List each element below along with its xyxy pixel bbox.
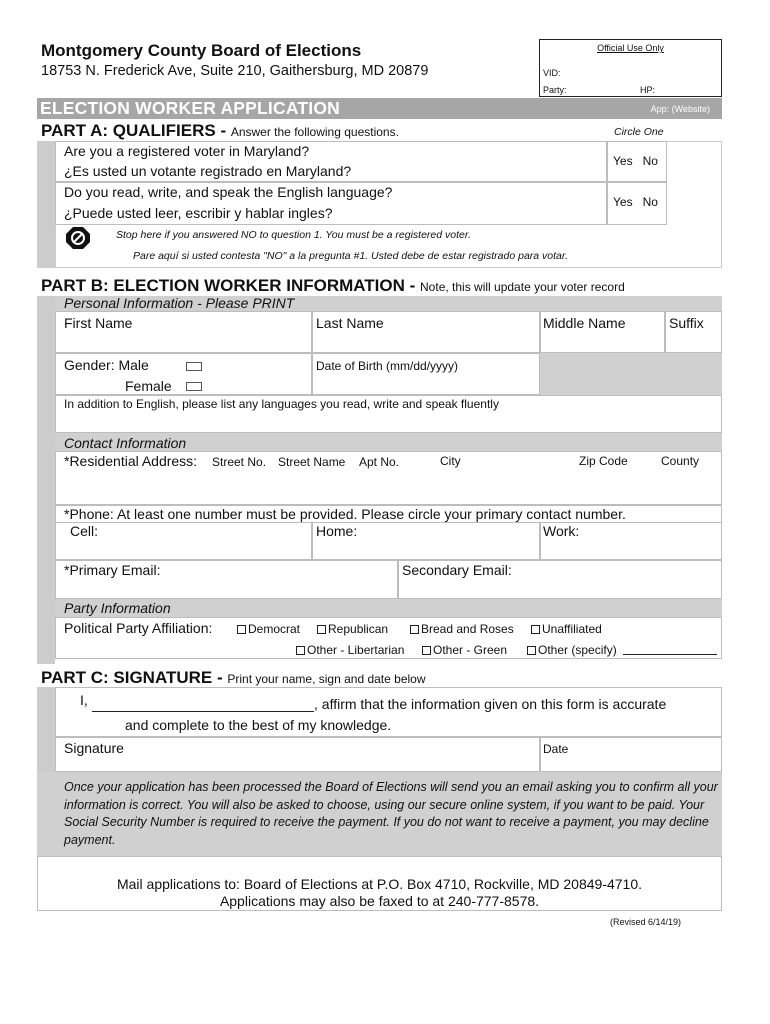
q1-spanish: ¿Es usted un votante registrado en Maryland? — [64, 163, 352, 179]
part-c-subtitle: Print your name, sign and date below — [227, 672, 426, 686]
gender-male-label: Gender: Male — [64, 357, 149, 373]
street-no-label: Street No. — [212, 455, 267, 469]
party-democrat-option[interactable] — [237, 622, 300, 636]
bread-roses-checkbox[interactable] — [410, 625, 419, 634]
q2-spanish: ¿Puede usted leer, escribir y hablar ingles? — [64, 205, 333, 221]
part-a-subtitle: Answer the following questions. — [230, 125, 399, 139]
part-a-heading — [41, 121, 399, 141]
official-use-box — [539, 39, 722, 97]
green-label: Other - Green — [433, 643, 508, 657]
payment-notice: Once your application has been processed the Board of Elections will send you an email asking you to confirm all your information is correct. You will also be asked to choose, using our secure online system, if you want to be paid. Your Social Security Number is required to receive the payment. If you do not want to receive a payment, you may decline payment. — [64, 780, 718, 847]
primary-email-label: *Primary Email: — [64, 562, 161, 578]
street-name-label: Street Name — [278, 455, 346, 469]
fax-instructions: Applications may also be faxed to at 240-777-8578. — [219, 893, 540, 909]
circle-one-label: Circle One — [614, 126, 664, 138]
affirm-i-label: I, — [80, 692, 88, 708]
q2-english: Do you read, write, and speak the English language? — [64, 184, 393, 200]
part-a-side-bar — [37, 141, 55, 268]
party-unaffiliated-option[interactable] — [531, 622, 602, 636]
republican-label: Republican — [328, 622, 389, 636]
city-label: City — [440, 454, 461, 468]
q1-english: Are you a registered voter in Maryland? — [64, 143, 310, 159]
dob-shaded-area — [540, 353, 722, 395]
party-label: Party: — [543, 85, 567, 95]
part-b-subtitle: Note, this will update your voter record — [420, 280, 625, 294]
middle-name-label: Middle Name — [543, 315, 626, 331]
q2-yes-no[interactable]: Yes No — [613, 195, 658, 209]
party-bread-roses-option[interactable] — [410, 622, 514, 636]
party-green-option[interactable] — [422, 643, 507, 657]
signature-label: Signature — [64, 740, 124, 756]
languages-label: In addition to English, please list any languages you read, write and speak fluently — [64, 397, 499, 411]
home-label: Home: — [316, 523, 358, 539]
part-c-side-bar — [37, 687, 55, 772]
revised-date: (Revised 6/14/19) — [610, 917, 682, 927]
vid-label: VID: — [543, 68, 561, 78]
affirm-text: , affirm that the information given on this form is accurate — [314, 696, 667, 712]
unaffiliated-checkbox[interactable] — [531, 625, 540, 634]
unaffiliated-label: Unaffiliated — [542, 622, 602, 636]
suffix-label: Suffix — [669, 315, 704, 331]
app-source: App: (Website) — [650, 104, 710, 114]
zip-code-label: Zip Code — [579, 454, 628, 468]
print-name-line[interactable] — [92, 711, 314, 712]
party-affiliation-label: Political Party Affiliation: — [64, 620, 213, 636]
secondary-email-label: Secondary Email: — [402, 562, 512, 578]
democrat-checkbox[interactable] — [237, 625, 246, 634]
part-b-side-bar — [37, 296, 55, 664]
party-other-option[interactable] — [527, 643, 617, 657]
org-address: 18753 N. Frederick Ave, Suite 210, Gaithersburg, MD 20879 — [41, 63, 429, 79]
part-b-heading — [41, 276, 625, 296]
party-republican-option[interactable] — [317, 622, 388, 636]
libertarian-checkbox[interactable] — [296, 646, 305, 655]
party-libertarian-option[interactable] — [296, 643, 404, 657]
cell-label: Cell: — [70, 523, 99, 539]
mail-instructions: Mail applications to: Board of Elections at P.O. Box 4710, Rockville, MD 20849-4710. — [116, 876, 643, 892]
stop-note-english: Stop here if you answered NO to question 1. You must be a registered voter. — [116, 229, 471, 241]
apt-no-label: Apt No. — [359, 455, 400, 469]
gender-female-label: Female — [125, 378, 172, 394]
part-c-heading — [41, 668, 426, 688]
part-b-title: PART B: ELECTION WORKER INFORMATION - — [41, 276, 421, 295]
stop-icon — [65, 226, 91, 250]
residential-address-label: *Residential Address: — [64, 453, 198, 469]
democrat-label: Democrat — [248, 622, 301, 636]
org-name: Montgomery County Board of Elections — [41, 41, 362, 60]
republican-checkbox[interactable] — [317, 625, 326, 634]
dob-label: Date of Birth (mm/dd/yyyy) — [316, 359, 459, 373]
affirm-text-2: and complete to the best of my knowledge. — [125, 717, 392, 733]
bread-roses-label: Bread and Roses — [421, 622, 514, 636]
contact-info-title: Contact Information — [64, 435, 187, 451]
phone-note: *Phone: At least one number must be provided. Please circle your primary contact number. — [64, 506, 626, 522]
male-checkbox[interactable] — [186, 362, 202, 371]
last-name-label: Last Name — [316, 315, 384, 331]
title-bar — [37, 98, 722, 119]
form-title: ELECTION WORKER APPLICATION — [40, 98, 340, 118]
official-use-title: Official Use Only — [597, 43, 664, 53]
first-name-label: First Name — [64, 315, 133, 331]
q1-yes-no[interactable]: Yes No — [613, 154, 658, 168]
stop-note-spanish: Pare aquí si usted contesta "NO" a la pregunta #1. Usted debe de estar registrado para votar. — [133, 250, 568, 262]
other-checkbox[interactable] — [527, 646, 536, 655]
female-checkbox[interactable] — [186, 382, 202, 391]
date-label: Date — [543, 742, 569, 756]
green-checkbox[interactable] — [422, 646, 431, 655]
other-label: Other (specify) — [538, 643, 617, 657]
other-specify-line[interactable] — [623, 654, 717, 655]
county-label: County — [661, 454, 700, 468]
work-label: Work: — [543, 523, 580, 539]
part-a-title: PART A: QUALIFIERS - — [41, 121, 231, 140]
party-info-title: Party Information — [64, 600, 171, 616]
part-c-title: PART C: SIGNATURE - — [41, 668, 228, 687]
libertarian-label: Other - Libertarian — [307, 643, 405, 657]
personal-info-title: Personal Information - Please PRINT — [64, 295, 295, 311]
hp-label: HP: — [640, 85, 656, 95]
signature-field[interactable] — [55, 737, 540, 772]
